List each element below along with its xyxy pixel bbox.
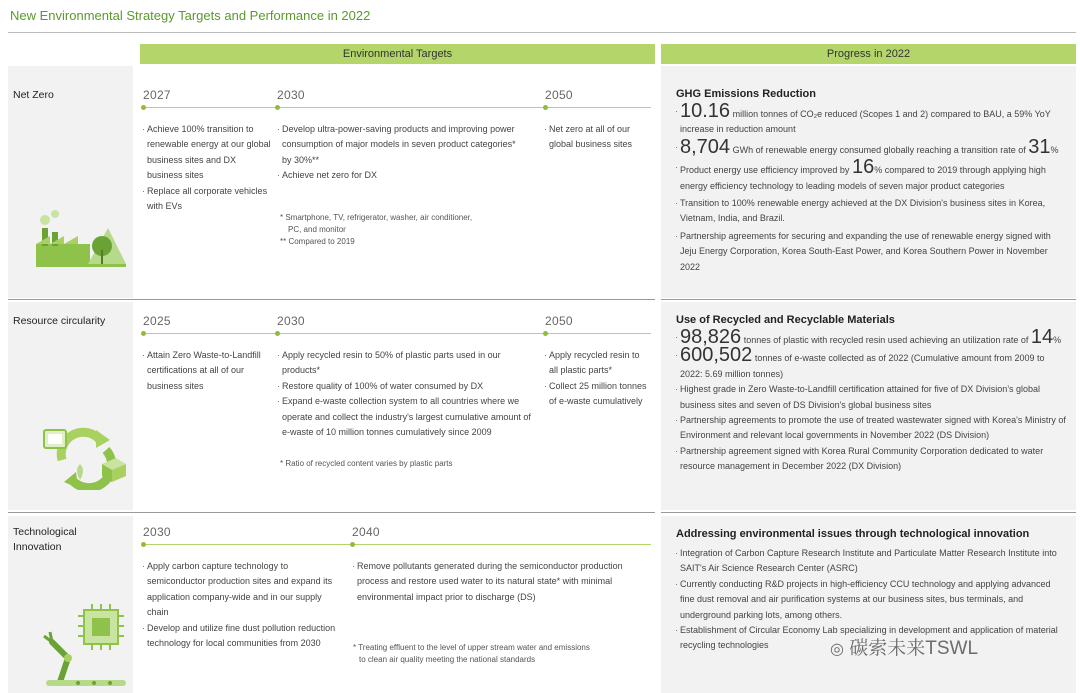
- list-item: · Apply recycled resin to all plastic parts*: [545, 348, 651, 379]
- list-item: · Achieve 100% transition to renewable energy at our global business sites and DX business sites: [143, 122, 271, 184]
- timeline-dot: [543, 105, 548, 110]
- net-zero-2027-list: [143, 122, 271, 214]
- year-2030: 2030: [143, 525, 171, 539]
- year-2030: 2030: [277, 314, 305, 328]
- timeline-dot: [275, 331, 280, 336]
- list-item: · Transition to 100% renewable energy achieved at the DX Division's business sites in Korea, Vietnam, India, and Brazil.: [676, 196, 1066, 227]
- category-technological-innovation: [13, 525, 77, 555]
- footnote: ** Compared to 2019: [280, 237, 355, 246]
- list-item: · Remove pollutants generated during the semiconductor production process and restore used water to its natural state* with minimal environmental impact prior to discharge (DS): [353, 559, 633, 605]
- list-item: · Net zero at all of our global business sites: [545, 122, 650, 153]
- list-item: · Integration of Carbon Capture Research Institute and Particulate Matter Research Institute into SAIT's Air Science Research Center (ASRC): [676, 546, 1066, 577]
- resource-2025-list: [143, 348, 268, 394]
- category-net-zero: Net Zero: [13, 89, 54, 101]
- recycled-section-title: Use of Recycled and Recyclable Materials: [676, 314, 895, 326]
- ghg-progress-list: [676, 100, 1066, 275]
- list-item: · Restore quality of 100% of water consumed by DX: [278, 379, 540, 394]
- net-zero-notes: [280, 212, 520, 248]
- list-item: · Achieve net zero for DX: [278, 168, 518, 183]
- net-zero-2030-list: [278, 122, 518, 184]
- timeline: [143, 544, 651, 545]
- list-item: · Partnership agreements to promote the use of treated wastewater signed with Korea's Ministry of Environment and relevant local governments in November 2022 (DS Division): [676, 413, 1066, 444]
- stat-value: 14: [1030, 326, 1054, 348]
- stat-unit: %: [1053, 335, 1062, 345]
- list-item: · Replace all corporate vehicles with EVs: [143, 184, 271, 215]
- list-item: [676, 344, 1066, 382]
- list-item: · Attain Zero Waste-to-Landfill certifications at all of our business sites: [143, 348, 268, 394]
- list-item: · Apply recycled resin to 50% of plastic parts used in our products*: [278, 348, 540, 379]
- list-item: · Establishment of Circular Economy Lab specializing in development and application of material recycling technologies: [676, 623, 1066, 654]
- year-2050: 2050: [545, 314, 573, 328]
- stat-value: 10.16: [680, 100, 731, 122]
- list-item: · Currently conducting R&D projects in high-efficiency CCU technology and applying advanced fine dust removal and air purification systems at our business sites, bus terminals, and underground parking lots, among others.: [676, 577, 1066, 623]
- stat-value: 8,704: [680, 135, 731, 158]
- stat-text: million tonnes of CO₂e reduced (Scopes 1 and 2) compared to BAU, a 59% YoY increase in reduction amount: [680, 109, 1051, 135]
- stat-text: GWh of renewable energy consumed globally reaching a transition rate of: [732, 144, 1026, 155]
- tech-notes: [353, 642, 643, 666]
- tech-2040-list: [353, 559, 633, 605]
- year-2040: 2040: [352, 525, 380, 539]
- ghg-section-title: GHG Emissions Reduction: [676, 88, 816, 100]
- category-resource-circularity: Resource circularity: [13, 315, 106, 327]
- list-item: · Develop ultra-power-saving products and improving power consumption of major models in seven product categories* by 30%**: [278, 122, 518, 168]
- stat-value: 31: [1028, 135, 1051, 158]
- recycled-progress-list: [676, 326, 1066, 475]
- wechat-icon: ◎: [830, 641, 844, 658]
- stat-text: Product energy use efficiency improved by: [680, 165, 850, 176]
- resource-2050-list: [545, 348, 651, 410]
- recycling-icon: [42, 420, 126, 490]
- footnote: * Smartphone, TV, refrigerator, washer, air conditioner,: [280, 213, 473, 222]
- stat-value: 600,502: [680, 344, 753, 367]
- footnote: to clean air quality meeting the national standards: [359, 655, 536, 664]
- page-title: New Environmental Strategy Targets and Performance in 2022: [10, 8, 371, 23]
- list-item: · Partnership agreement signed with Korea Rural Community Corporation dedicated to water resource management in December 2022 (DX Division): [676, 444, 1066, 475]
- timeline-dot: [141, 331, 146, 336]
- row-divider: [8, 512, 655, 513]
- year-2027: 2027: [143, 88, 171, 102]
- timeline-dot: [141, 105, 146, 110]
- stat-value: 98,826: [680, 326, 742, 348]
- watermark: [830, 633, 978, 660]
- footnote: * Treating effluent to the level of upper stream water and emissions: [353, 643, 590, 652]
- year-2025: 2025: [143, 314, 171, 328]
- footnote: PC, and monitor: [288, 225, 346, 234]
- row-divider: [8, 299, 655, 300]
- stat-text: tonnes of e-waste collected as of 2022 (Cumulative amount from 2009 to 2022: 5.69 million tonnes): [680, 353, 1045, 379]
- list-item: · Expand e-waste collection system to all countries where we operate and collect the industry's largest cumulative amount of e-waste of 10 million tonnes cumulatively since 2009: [278, 394, 540, 440]
- category-label-line: Innovation: [13, 541, 62, 553]
- robot-chip-icon: [38, 602, 130, 688]
- timeline-dot: [275, 105, 280, 110]
- watermark-text: 碳索未来TSWL: [849, 638, 979, 659]
- category-label-line: Technological: [13, 526, 77, 538]
- list-item: · Collect 25 million tonnes of e-waste cumulatively: [545, 379, 651, 410]
- timeline: [143, 333, 651, 334]
- header-environmental-targets: Environmental Targets: [140, 44, 655, 64]
- timeline-dot: [350, 542, 355, 547]
- year-2030: 2030: [277, 88, 305, 102]
- header-progress-2022: Progress in 2022: [661, 44, 1076, 64]
- year-2050: 2050: [545, 88, 573, 102]
- timeline-dot: [141, 542, 146, 547]
- timeline: [143, 107, 651, 108]
- row-divider: [661, 512, 1076, 513]
- stat-value: 16: [851, 156, 875, 179]
- factory-leaf-icon: [36, 206, 126, 268]
- stat-text: tonnes of plastic with recycled resin used achieving an utilization rate of: [743, 335, 1029, 345]
- stat-unit: %: [1050, 144, 1059, 155]
- timeline-dot: [543, 331, 548, 336]
- list-item: [676, 156, 1066, 194]
- top-divider: [8, 32, 1076, 33]
- list-item: · Highest grade in Zero Waste-to-Landfill certification attained for five of DX Division's global business sites and seven of DS Division's global business sites: [676, 382, 1066, 413]
- list-item: · Develop and utilize fine dust pollution reduction technology for local communities from 2030: [143, 621, 338, 652]
- tech-section-title: Addressing environmental issues through technological innovation: [676, 528, 1030, 540]
- tech-2030-list: [143, 559, 338, 651]
- list-item: · Apply carbon capture technology to semiconductor production sites and expand its application company-wide and in our supply chain: [143, 559, 338, 621]
- row-divider: [661, 299, 1076, 300]
- stat-text: % compared to 2019 through applying high energy efficiency technology to leading models of seven major product categories: [680, 165, 1046, 191]
- resource-note: * Ratio of recycled content varies by plastic parts: [280, 459, 453, 468]
- list-item: · Partnership agreements for securing and expanding the use of renewable energy signed with Jeju Energy Corporation, Korea South-East Power, and Korea Southern Power in November 2022: [676, 229, 1066, 275]
- resource-2030-list: [278, 348, 540, 440]
- net-zero-2050-list: [545, 122, 650, 153]
- list-item: [676, 100, 1066, 138]
